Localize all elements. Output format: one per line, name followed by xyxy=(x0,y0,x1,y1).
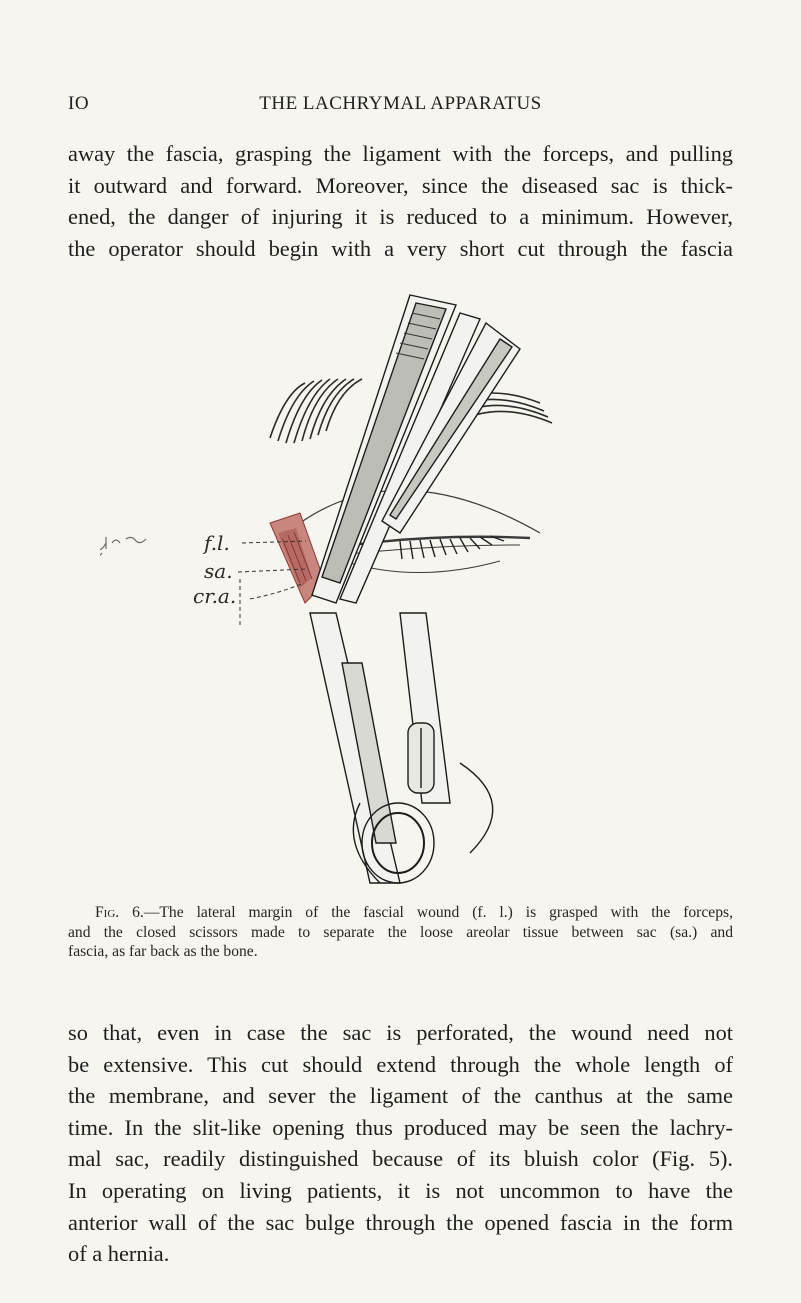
caption-line: fascia, as far back as the bone. xyxy=(68,943,258,961)
running-title: THE LACHRYMAL APPARATUS xyxy=(259,93,542,114)
figure-6-illustration xyxy=(100,283,720,895)
text-line: of a hernia. xyxy=(68,1241,170,1267)
label-fl: f.l. xyxy=(204,531,230,555)
label-sa: sa. xyxy=(204,559,233,583)
page-number: IO xyxy=(68,93,90,114)
caption-line: —The lateral margin of the fascial wound (f. l.) is grasped with the forceps, xyxy=(143,904,733,921)
text-line: time. In the slit-like opening thus produced may be seen the lachry- xyxy=(68,1114,733,1140)
text-line: so that, even in case the sac is perforated, the wound need not xyxy=(68,1020,733,1045)
caption-label: Fig. 6. xyxy=(95,904,144,921)
handwritten-note xyxy=(100,537,146,571)
text-line: In operating on living patients, it is not uncommon to have the xyxy=(68,1177,733,1203)
figure-caption xyxy=(68,903,733,962)
paragraph-1 xyxy=(68,138,733,264)
text-line: ened, the danger of injuring it is reduced to a minimum. However, xyxy=(68,204,733,230)
text-line: mal sac, readily distinguished because of its bluish color (Fig. 5). xyxy=(68,1146,733,1172)
paragraph-2 xyxy=(68,1017,733,1270)
text-line: away the fascia, grasping the ligament with the forceps, and pulling xyxy=(68,141,733,166)
label-cra: cr.a. xyxy=(193,584,237,608)
text-line: the operator should begin with a very short cut through the fascia xyxy=(68,235,733,261)
text-line: anterior wall of the sac bulge through the opened fascia in the form xyxy=(68,1209,733,1235)
running-head xyxy=(68,93,733,117)
caption-line: and the closed scissors made to separate the loose areolar tissue between sac (sa.) and xyxy=(68,923,733,941)
text-line: be extensive. This cut should extend through the whole length of xyxy=(68,1051,733,1077)
text-line: it outward and forward. Moreover, since the diseased sac is thick- xyxy=(68,172,733,198)
text-line: the membrane, and sever the ligament of the canthus at the same xyxy=(68,1083,733,1109)
